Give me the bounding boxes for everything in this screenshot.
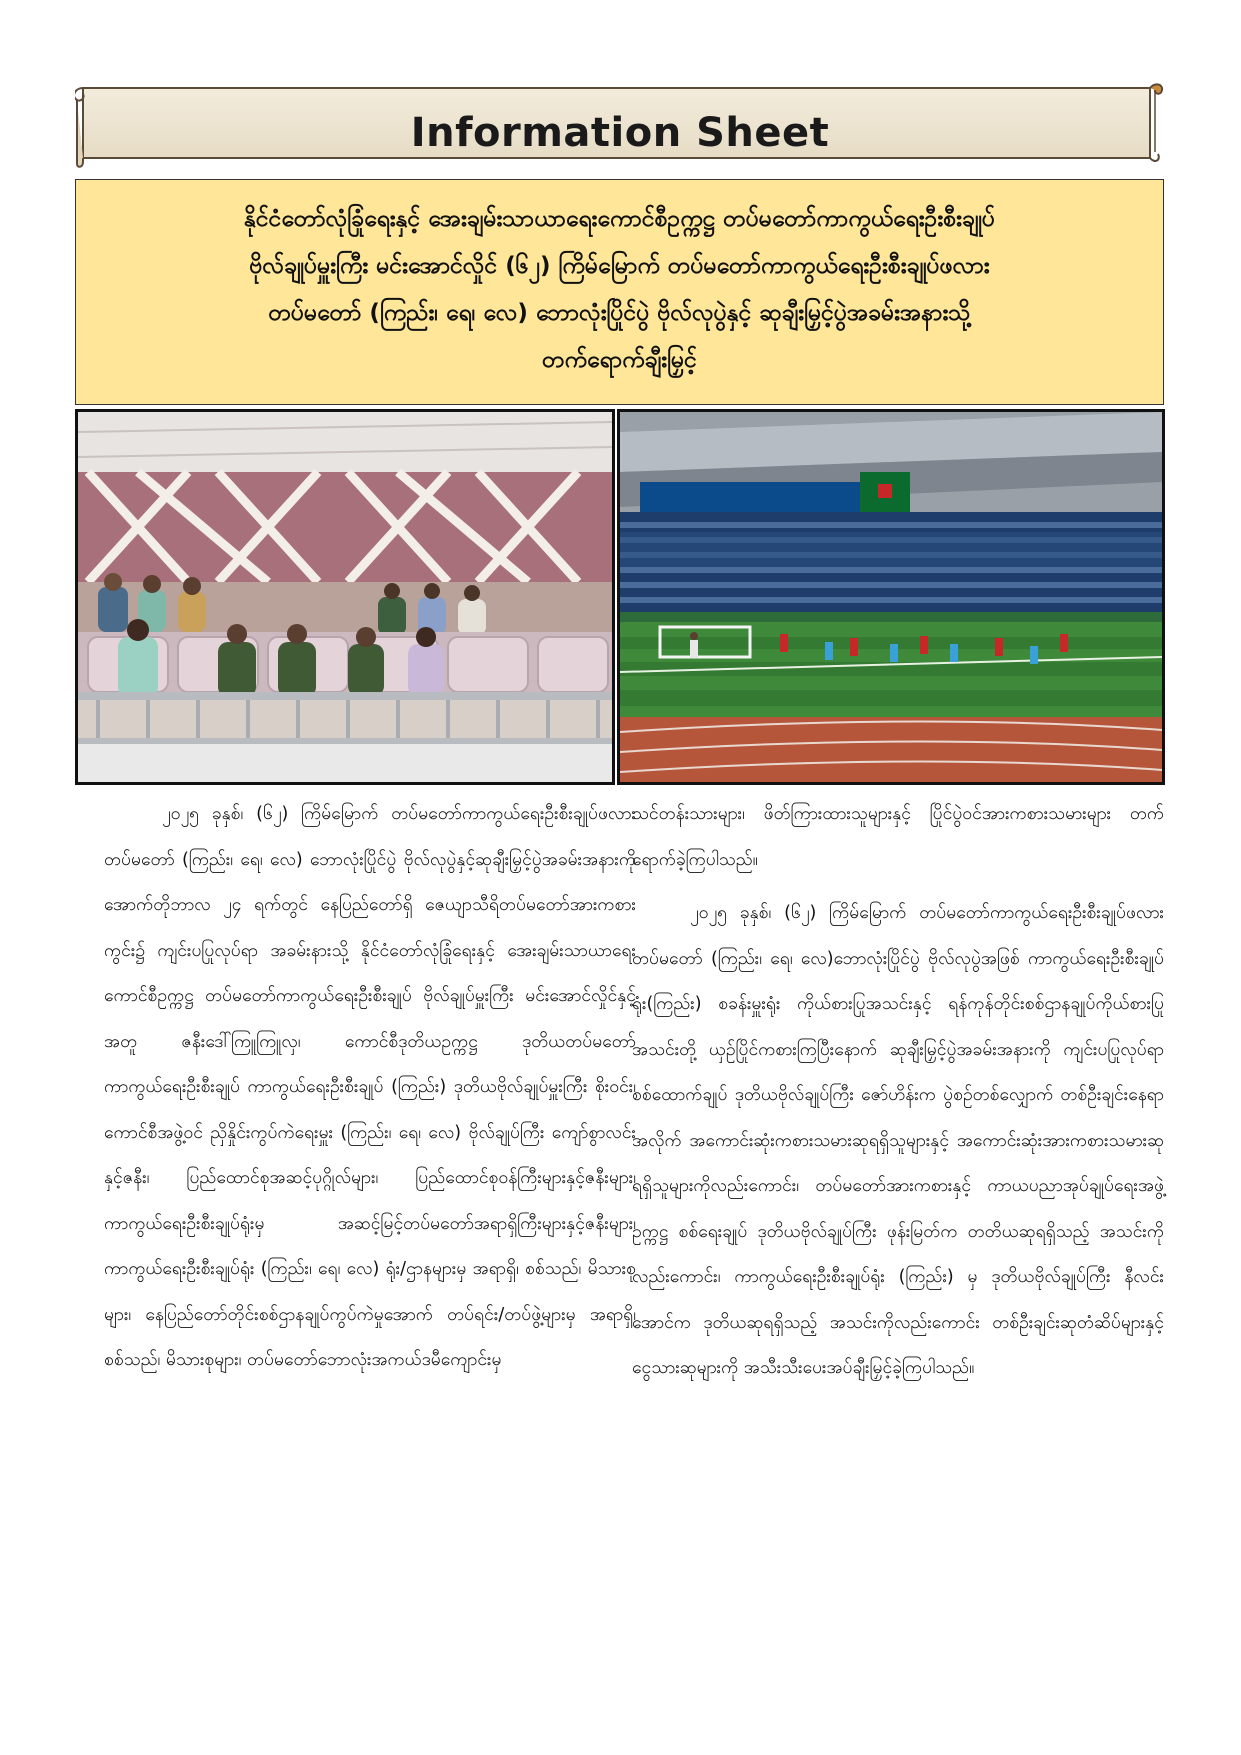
paragraph-left: ၂၀၂၅ ခုနှစ်၊ (၆၂) ကြိမ်မြောက် တပ်မတော်ကာကွယ်ရေးဦးစီးချုပ်ဖလား တပ်မတော် (ကြည်း၊ ရေ၊ လေ) ဘောလုံးပြိုင်ပွဲ ဗိုလ်လုပွဲနှင့်ဆုချီးမြှင့်ပွဲအခမ်းအနားကို အောက်တိုဘာလ ၂၄ ရက်တွင် နေပြည်တော်ရှိ ဇေယျာသီရိတပ်မတော်အားကစားကွင်း၌ ကျင်းပပြုလုပ်ရာ အခမ်းနားသို့ နိုင်ငံတော်လုံခြုံရေးနှင့် အေးချမ်းသာယာရေးကောင်စီဥက္ကဋ္ဌ တပ်မတော်ကာကွယ်ရေးဦးစီးချုပ် ဗိုလ်ချုပ်မှူးကြီး မင်းအောင်လှိုင်နှင့် အတူ ဇနီးဒေါ်ကြူကြူလှ၊ ကောင်စီဒုတိယဥက္ကဋ္ဌ ဒုတိယတပ်မတော်ကာကွယ်ရေးဦးစီးချုပ် ကာကွယ်ရေးဦးစီးချုပ် (ကြည်း) ဒုတိယဗိုလ်ချုပ်မှူးကြီး စိုးဝင်း၊ ကောင်စီအဖွဲ့ဝင် ညှိနှိုင်းကွပ်ကဲရေးမှူး (ကြည်း၊ ရေ၊ လေ) ဗိုလ်ချုပ်ကြီး ကျော်စွာလင်းနှင့်ဇနီး၊ ပြည်ထောင်စုအဆင့်ပုဂ္ဂိုလ်များ၊ ပြည်ထောင်စုဝန်ကြီးများနှင့်ဇနီးများ၊ ကာကွယ်ရေးဦးစီးချုပ်ရုံးမှ အဆင့်မြင့်တပ်မတော်အရာရှိကြီးများနှင့်ဇနီးများ၊ ကာကွယ်ရေးဦးစီးချုပ်ရုံး (ကြည်း၊ ရေ၊ လေ) ရုံး/ဌာနများမှ အရာရှိ၊ စစ်သည်၊ မိသားစုများ၊ နေပြည်တော်တိုင်းစစ်ဌာနချုပ်ကွပ်ကဲမှုအောက် တပ်ရင်း/တပ်ဖွဲ့များမှ အရာရှိ၊ စစ်သည်၊ မိသားစုများ၊ တပ်မတော်ဘောလုံးအကယ်ဒမီကျောင်းမှ bbox=[104, 804, 636, 1370]
vip-stand-image bbox=[78, 412, 612, 782]
headline-box bbox=[75, 179, 1164, 405]
body-column-right bbox=[632, 792, 1164, 1392]
body-column-left bbox=[104, 792, 636, 1384]
page-title: Information Sheet bbox=[410, 110, 830, 156]
photo-vip-stand bbox=[75, 409, 615, 785]
headline-line-2: ဗိုလ်ချုပ်မှူးကြီး မင်းအောင်လှိုင် (၆၂) ကြိမ်မြောက် တပ်မတော်ကာကွယ်ရေးဦးစီးချုပ်ဖလား bbox=[249, 253, 990, 279]
headline-line-3: တပ်မတော် (ကြည်း၊ ရေ၊ လေ) ဘောလုံးပြိုင်ပွဲ ဗိုလ်လုပွဲနှင့် ဆုချီးမြှင့်ပွဲအခမ်းအနားသို့ bbox=[268, 300, 971, 326]
headline-line-4: တက်ရောက်ချီးမြှင့် bbox=[542, 347, 697, 373]
title-scroll-banner bbox=[75, 82, 1165, 172]
photo-football-match bbox=[617, 409, 1165, 785]
paragraph-right-1: သင်တန်းသားများ၊ ဖိတ်ကြားထားသူများနှင့် ပြိုင်ပွဲဝင်အားကစားသမားများ တက်ရောက်ခဲ့ကြပါသည်။ bbox=[632, 804, 1164, 870]
headline-line-1: နိုင်ငံတော်လုံခြုံရေးနှင့် အေးချမ်းသာယာရေးကောင်စီဥက္ကဋ္ဌ တပ်မတော်ကာကွယ်ရေးဦးစီးချုပ် bbox=[244, 206, 995, 232]
football-match-image bbox=[620, 412, 1162, 782]
paragraph-right-2: ၂၀၂၅ ခုနှစ်၊ (၆၂) ကြိမ်မြောက် တပ်မတော်ကာကွယ်ရေးဦးစီးချုပ်ဖလား တပ်မတော် (ကြည်း၊ ရေ၊ လေ)ဘောလုံးပြိုင်ပွဲ ဗိုလ်လုပွဲအဖြစ် ကာကွယ်ရေးဦးစီးချုပ်ရုံး(ကြည်း) စခန်းမှူးရုံး ကိုယ်စားပြုအသင်းနှင့် ရန်ကုန်တိုင်းစစ်ဌာနချုပ်ကိုယ်စားပြုအသင်းတို့ ယှဉ်ပြိုင်ကစားကြပြီးနောက် ဆုချီးမြှင့်ပွဲအခမ်းအနားကို ကျင်းပပြုလုပ်ရာ စစ်ထောက်ချုပ် ဒုတိယဗိုလ်ချုပ်ကြီး ဇော်ဟိန်းက ပွဲစဉ်တစ်လျှောက် တစ်ဦးချင်းနေရာအလိုက် အကောင်းဆုံးကစားသမားဆုရရှိသူများနှင့် အကောင်းဆုံးအားကစားသမားဆုရရှိသူများကိုလည်းကောင်း၊ တပ်မတော်အားကစားနှင့် ကာယပညာအုပ်ချုပ်ရေးအဖွဲ့ဥက္ကဋ္ဌ စစ်ရေးချုပ် ဒုတိယဗိုလ်ချုပ်ကြီး ဖုန်းမြတ်က တတိယဆုရရှိသည့် အသင်းကိုလည်းကောင်း၊ ကာကွယ်ရေးဦးစီးချုပ်ရုံး (ကြည်း) မှ ဒုတိယဗိုလ်ချုပ်ကြီး နီလင်းအောင်က ဒုတိယဆုရရှိသည့် အသင်းကိုလည်းကောင်း တစ်ဦးချင်းဆုတံဆိပ်များနှင့် ငွေသားဆုများကို အသီးသီးပေးအပ်ချီးမြှင့်ခဲ့ကြပါသည်။ bbox=[632, 903, 1164, 1378]
